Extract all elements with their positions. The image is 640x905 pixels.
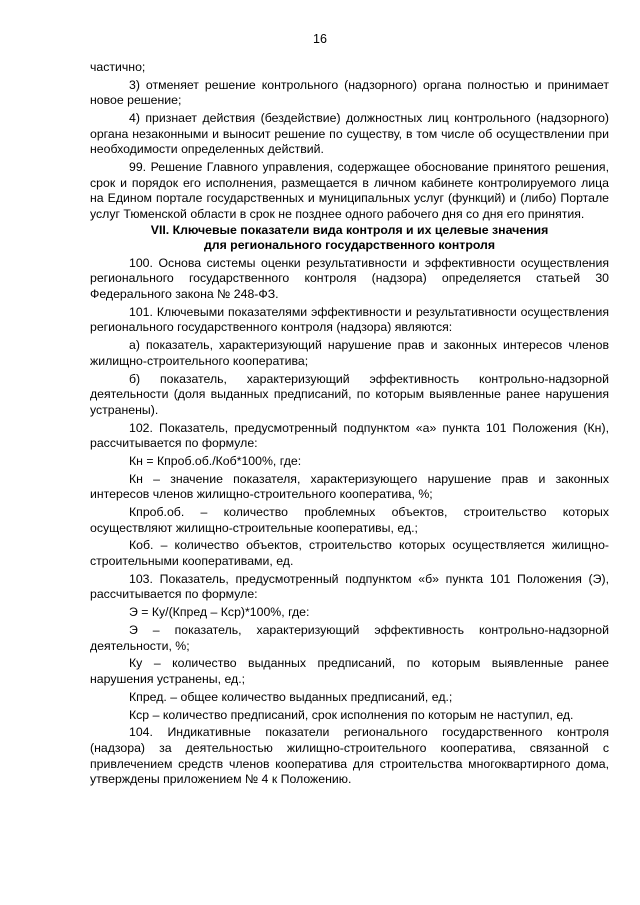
section-heading-line-2: для регионального государственного контроля (203, 238, 496, 253)
paragraph-101: 101. Ключевыми показателями эффективности и результативности осуществления регионального государственного контроля (надзора) являются: (90, 304, 609, 335)
page-number: 16 (313, 32, 327, 46)
formula-e: Э = Ку/(Кпред – Кср)*100%, где: (129, 605, 310, 620)
section-heading (90, 223, 609, 254)
paragraph-100: 100. Основа системы оценки результативности и эффективности осуществления регионального государственного контроля (надзора) определяется статьей 30 Федерального закона № 248-ФЗ. (90, 255, 609, 302)
paragraph-102: 102. Показатель, предусмотренный подпунктом «а» пункта 101 Положения (Кн), рассчитывается по формуле: (90, 420, 609, 451)
paragraph-101-b: б) показатель, характеризующий эффективность контрольно-надзорной деятельности (доля выданных предписаний, по которым выявленные ранее нарушения устранены). (90, 371, 609, 417)
paragraph-99: 99. Решение Главного управления, содержащее обоснование принятого решения, срок и порядок его исполнения, размещается в личном кабинете контролируемого лица на Едином портале государственных и муниципальных услуг (функций) и (либо) Портале услуг Тюменской области в срок не позднее одного рабочего дня со дня его принятия. (90, 160, 609, 221)
paragraph-101-a: а) показатель, характеризующий нарушение прав и законных интересов членов жилищно-строительного кооператива; (90, 338, 609, 368)
definition-kpred: Кпред. – общее количество выданных предписаний, ед.; (129, 689, 453, 704)
definition-ku: Ку – количество выданных предписаний, по которым выявленные ранее нарушения устранены, ед.; (90, 656, 609, 686)
formula-kn: Кн = Кпроб.об./Коб*100%, где: (129, 453, 302, 468)
definition-kn: Кн – значение показателя, характеризующего нарушение прав и законных интересов членов жилищно-строительного кооператива, %; (90, 471, 609, 502)
paragraph-item-4: 4) признает действия (бездействие) должностных лиц контрольного (надзорного) органа незаконными и выносит решение по существу, в том числе об осуществлении при необходимости определенных действий. (90, 111, 609, 157)
definition-kob: Коб. – количество объектов, строительство которых осуществляется жилищно-строительными кооперативами, ед. (90, 538, 609, 569)
document-body (90, 60, 609, 788)
section-heading-line-1: VII. Ключевые показатели вида контроля и их целевые значения (150, 222, 549, 237)
definition-e: Э – показатель, характеризующий эффективность контрольно-надзорной деятельности, %; (90, 623, 609, 653)
paragraph-104: 104. Индикативные показатели регионального государственного контроля (надзора) за деятельностью жилищно-строительного кооператива, связанной с привлечением средств членов кооператива для строительства многоквартирного дома, утверждены приложением № 4 к Положению. (90, 725, 609, 787)
paragraph-continuation: частично; (90, 60, 146, 74)
paragraph-103: 103. Показатель, предусмотренный подпунктом «б» пункта 101 Положения (Э), рассчитывается по формуле: (90, 571, 609, 602)
definition-ksr: Кср – количество предписаний, срок исполнения по которым не наступил, ед. (129, 707, 574, 722)
definition-kprob: Кпроб.об. – количество проблемных объектов, строительство которых осуществляют жилищно-строительные кооперативы, ед.; (90, 505, 609, 535)
paragraph-item-3: 3) отменяет решение контрольного (надзорного) органа полностью и принимает новое решение; (90, 77, 609, 108)
